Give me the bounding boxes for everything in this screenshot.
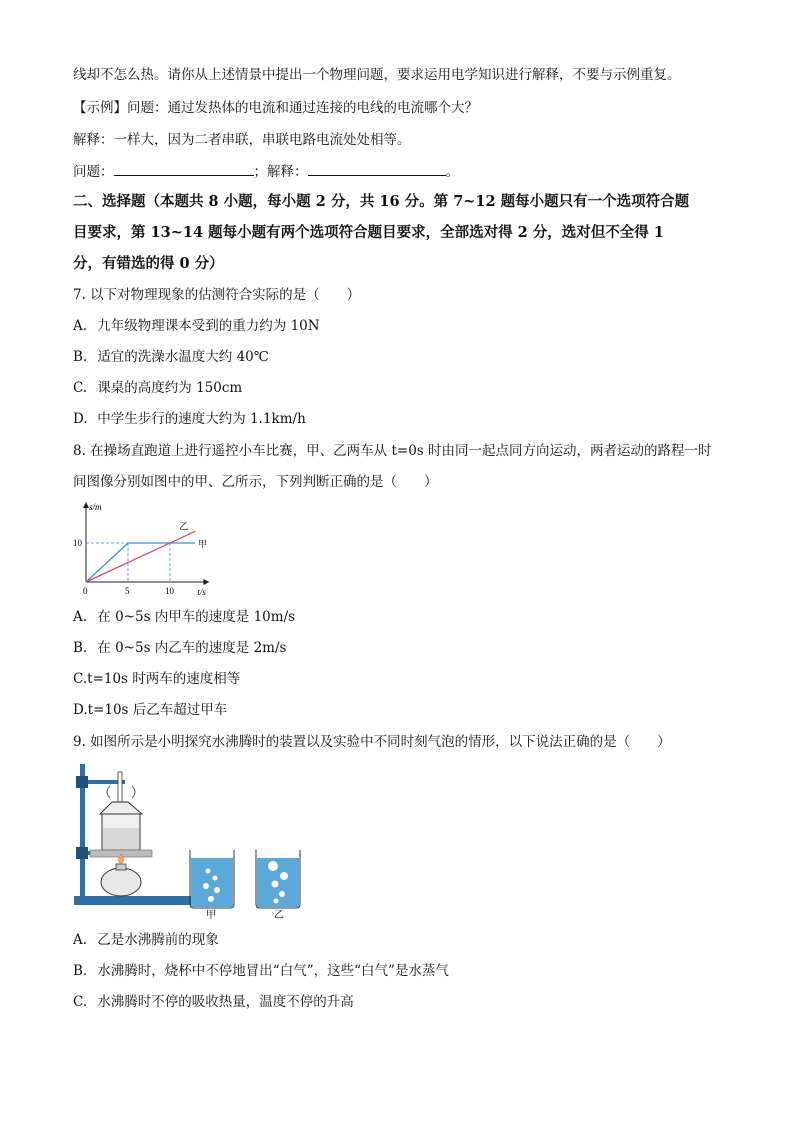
alcohol-lamp: [101, 868, 141, 896]
series-label-jia: 甲: [198, 539, 208, 549]
option-label: C.: [73, 380, 88, 396]
q7-stem: 7. 以下对物理现象的估测符合实际的是（ ）: [73, 287, 361, 303]
section-heading-line2: 目要求，第 13~14 题每小题有两个选项符合题目要求，全部选对得 2 分，选对但不全得 1: [73, 224, 664, 241]
option-text: 课桌的高度约为 150cm: [97, 380, 243, 396]
boiling-apparatus-figure: [70, 758, 310, 923]
clamp-boss: [76, 776, 88, 788]
beaker-label-jia: 甲: [206, 910, 216, 921]
q8-stem-line2: 间图像分别如图中的甲、乙所示，下列判断正确的是（ ）: [73, 474, 438, 490]
section-heading-line1: 二、选择题（本题共 8 小题，每小题 2 分，共 16 分。第 7~12 题每小题只有一个选项符合题: [73, 193, 690, 210]
series-label-yi: 乙: [179, 521, 189, 532]
option-text: t=10s 后乙车超过甲车: [87, 702, 228, 718]
lamp-cap: [116, 864, 126, 870]
q7-option-d: [73, 409, 306, 429]
q8-option-d: [73, 700, 227, 720]
option-label: C.: [73, 671, 88, 687]
option-label: D.: [73, 411, 88, 427]
x-axis-arrow: [203, 579, 209, 585]
stand-base: [74, 896, 194, 905]
option-label: B.: [73, 349, 88, 365]
q8-option-b: [73, 638, 286, 658]
q9-option-c: [73, 992, 354, 1012]
option-text: 在 0~5s 内乙车的速度是 2m/s: [97, 640, 287, 656]
option-label: A.: [73, 318, 88, 334]
beaker-label-yi: 乙: [274, 910, 284, 921]
y-tick-label: 10: [73, 538, 82, 548]
option-text: 适宜的洗澡水温度大约 40℃: [97, 349, 269, 365]
q9-option-a: [73, 930, 219, 950]
beaker-yi: [256, 850, 300, 908]
option-text: t=10s 时两车的速度相等: [87, 671, 241, 687]
x-tick-label: 0: [83, 586, 88, 596]
q8-option-c: [73, 669, 240, 689]
series-line-jia: [86, 543, 195, 582]
option-label: A.: [73, 609, 88, 625]
question-blank[interactable]: [114, 161, 254, 176]
q7-option-a: [73, 316, 320, 336]
x-tick-label: 5: [125, 586, 130, 596]
explain-blank[interactable]: [308, 161, 446, 176]
x-axis-label: t/s: [197, 587, 206, 597]
ring-boss: [76, 847, 88, 859]
option-label: C.: [73, 994, 88, 1010]
option-label: A.: [73, 932, 88, 948]
option-text: 九年级物理课本受到的重力约为 10N: [97, 318, 320, 334]
option-text: 水沸腾时，烧杯中不停地冒出“白气”，这些“白气”是水蒸气: [97, 963, 449, 979]
q9-option-b: [73, 961, 449, 981]
section-heading-line3: 分，有错选的得 0 分）: [73, 255, 224, 272]
option-text: 水沸腾时不停的吸收热量，温度不停的升高: [97, 994, 354, 1010]
question-label: 问题：: [73, 164, 114, 180]
end-mark: 。: [445, 164, 459, 180]
answer-line: [73, 161, 459, 182]
q7-option-c: [73, 378, 242, 398]
explain-label: ；解释：: [253, 164, 308, 180]
option-text: 在 0~5s 内甲车的速度是 10m/s: [97, 609, 296, 625]
q8-stem-line1: 8. 在操场直跑道上进行遥控小车比赛，甲、乙两车从 t=0s 时由同一起点同方向运动，两者运动的路程一时: [73, 443, 712, 459]
option-label: B.: [73, 640, 88, 656]
beaker-lid: [100, 802, 142, 814]
example-text: 【示例】问题：通过发热体的电流和通过连接的电线的电流哪个大？: [73, 100, 478, 116]
explanation-text: 解释：一样大，因为二者串联，串联电路电流处处相等。: [73, 132, 411, 148]
option-label: D.: [73, 702, 88, 718]
y-axis-label: s/m: [89, 502, 102, 512]
beaker-jia: [190, 850, 234, 908]
option-label: B.: [73, 963, 88, 979]
q9-stem: 9. 如图所示是小明探究水沸腾时的装置以及实验中不同时刻气泡的情形，以下说法正确的是（ ）: [73, 734, 671, 750]
x-tick-label: 10: [165, 586, 174, 596]
intro-line: 线却不怎么热。请你从上述情景中提出一个物理问题，要求运用电学知识进行解释，不要与示例重复。: [73, 67, 681, 83]
q7-option-b: [73, 347, 269, 367]
option-text: 中学生步行的速度大约为 1.1km/h: [97, 411, 306, 427]
q8-option-a: [73, 607, 295, 627]
beaker-water: [103, 828, 139, 849]
option-text: 乙是水沸腾前的现象: [97, 932, 219, 948]
series-line-yi: [86, 531, 195, 582]
st-graph: [70, 500, 220, 604]
